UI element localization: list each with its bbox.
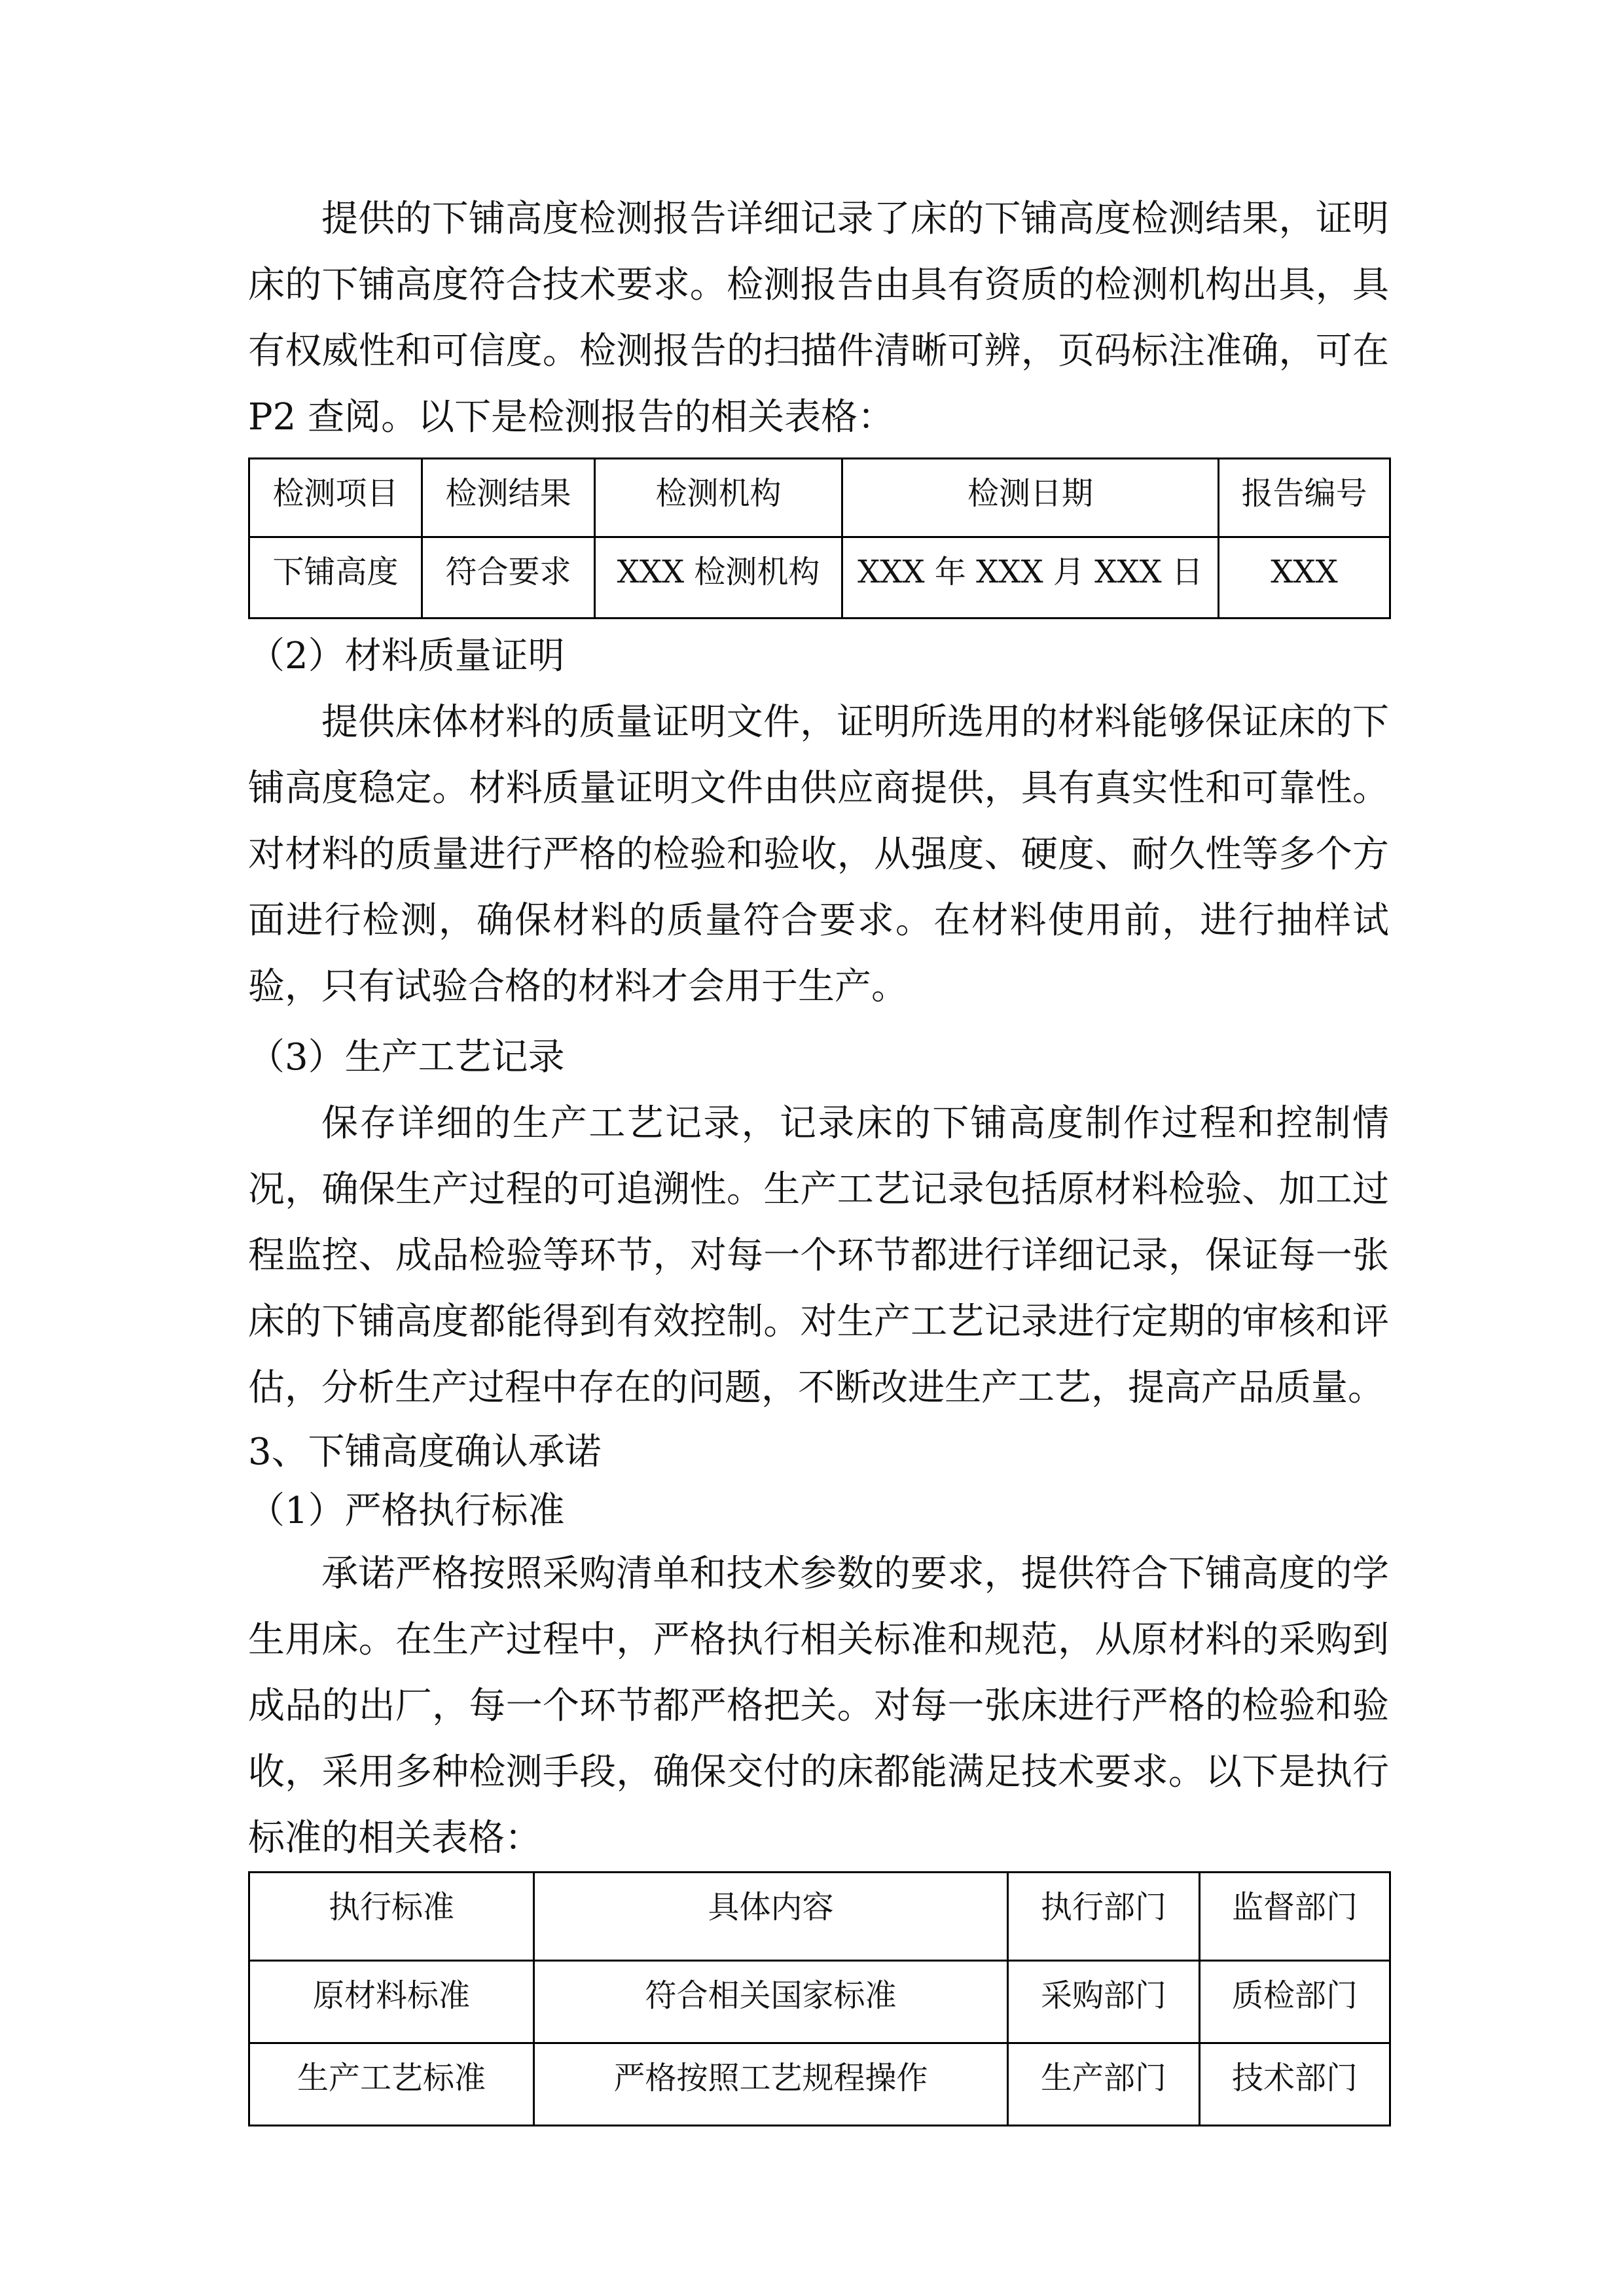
header-cell: 检测日期 <box>842 459 1219 537</box>
table-row <box>249 1961 1390 2043</box>
header-cell: 监督部门 <box>1200 1873 1390 1961</box>
table-cell: 采购部门 <box>1008 1961 1200 2043</box>
table-cell: 下铺高度 <box>249 537 422 619</box>
header-cell: 检测项目 <box>249 459 422 537</box>
standard-section-heading <box>248 1482 1389 1541</box>
table-cell: 严格按照工艺规程操作 <box>534 2043 1008 2126</box>
paragraph-text: 保存详细的生产工艺记录，记录床的下铺高度制作过程和控制情况，确保生产过程的可追溯性。生产工艺记录包括原材料检验、加工过程监控、成品检验等环节，对每一个环节都进行详细记录，保证每一张床的下铺高度都能得到有效控制。对生产工艺记录进行定期的审核和评估，分析生产过程中存在的问题，不断改进生产工艺，提高产品质量。 <box>248 1102 1389 1409</box>
table-cell: 技术部门 <box>1200 2043 1390 2126</box>
standard-paragraph <box>248 1541 1389 1871</box>
header-cell: 报告编号 <box>1219 459 1390 537</box>
material-paragraph <box>248 689 1389 1020</box>
table-cell: XXX 年 XXX 月 XXX 日 <box>842 537 1219 619</box>
table-cell: 符合相关国家标准 <box>534 1961 1008 2043</box>
commitment-section-title <box>248 1423 1389 1482</box>
table-cell: 符合要求 <box>422 537 595 619</box>
heading-text: （2）材料质量证明 <box>248 635 565 677</box>
table-cell: XXX <box>1219 537 1390 619</box>
heading-text: （3）生产工艺记录 <box>248 1036 565 1079</box>
table-cell: 质检部门 <box>1200 1961 1390 2043</box>
heading-text: （1）严格执行标准 <box>248 1490 565 1532</box>
inspection-table <box>248 457 1391 619</box>
table-row <box>249 537 1390 619</box>
table-header-row <box>249 459 1390 537</box>
standards-table <box>248 1871 1391 2126</box>
process-section-heading <box>248 1024 1389 1090</box>
heading-text: 3、下铺高度确认承诺 <box>248 1431 602 1473</box>
paragraph-text: 提供床体材料的质量证明文件，证明所选用的材料能够保证床的下铺高度稳定。材料质量证明文件由供应商提供，具有真实性和可靠性。对材料的质量进行严格的检验和验收，从强度、硬度、耐久性等多个方面进行检测，确保材料的质量符合要求。在材料使用前，进行抽样试验，只有试验合格的材料才会用于生产。 <box>248 701 1389 1008</box>
table-cell: 原材料标准 <box>249 1961 534 2043</box>
table-cell: 生产部门 <box>1008 2043 1200 2126</box>
process-paragraph <box>248 1090 1389 1421</box>
table-row <box>249 2043 1390 2126</box>
header-cell: 检测结果 <box>422 459 595 537</box>
report-paragraph <box>248 186 1389 450</box>
header-cell: 执行标准 <box>249 1873 534 1961</box>
header-cell: 执行部门 <box>1008 1873 1200 1961</box>
paragraph-text: 承诺严格按照采购清单和技术参数的要求，提供符合下铺高度的学生用床。在生产过程中，严格执行相关标准和规范，从原材料的采购到成品的出厂，每一个环节都严格把关。对每一张床进行严格的检验和验收，采用多种检测手段，确保交付的床都能满足技术要求。以下是执行标准的相关表格： <box>248 1552 1389 1859</box>
paragraph-text: 提供的下铺高度检测报告详细记录了床的下铺高度检测结果，证明床的下铺高度符合技术要求。检测报告由具有资质的检测机构出具，具有权威性和可信度。检测报告的扫描件清晰可辨，页码标注准确，可在 P2 查阅。以下是检测报告的相关表格： <box>248 198 1389 439</box>
table-cell: 生产工艺标准 <box>249 2043 534 2126</box>
header-cell: 具体内容 <box>534 1873 1008 1961</box>
material-section-heading <box>248 623 1389 689</box>
table-header-row <box>249 1873 1390 1961</box>
table-cell: XXX 检测机构 <box>595 537 842 619</box>
header-cell: 检测机构 <box>595 459 842 537</box>
